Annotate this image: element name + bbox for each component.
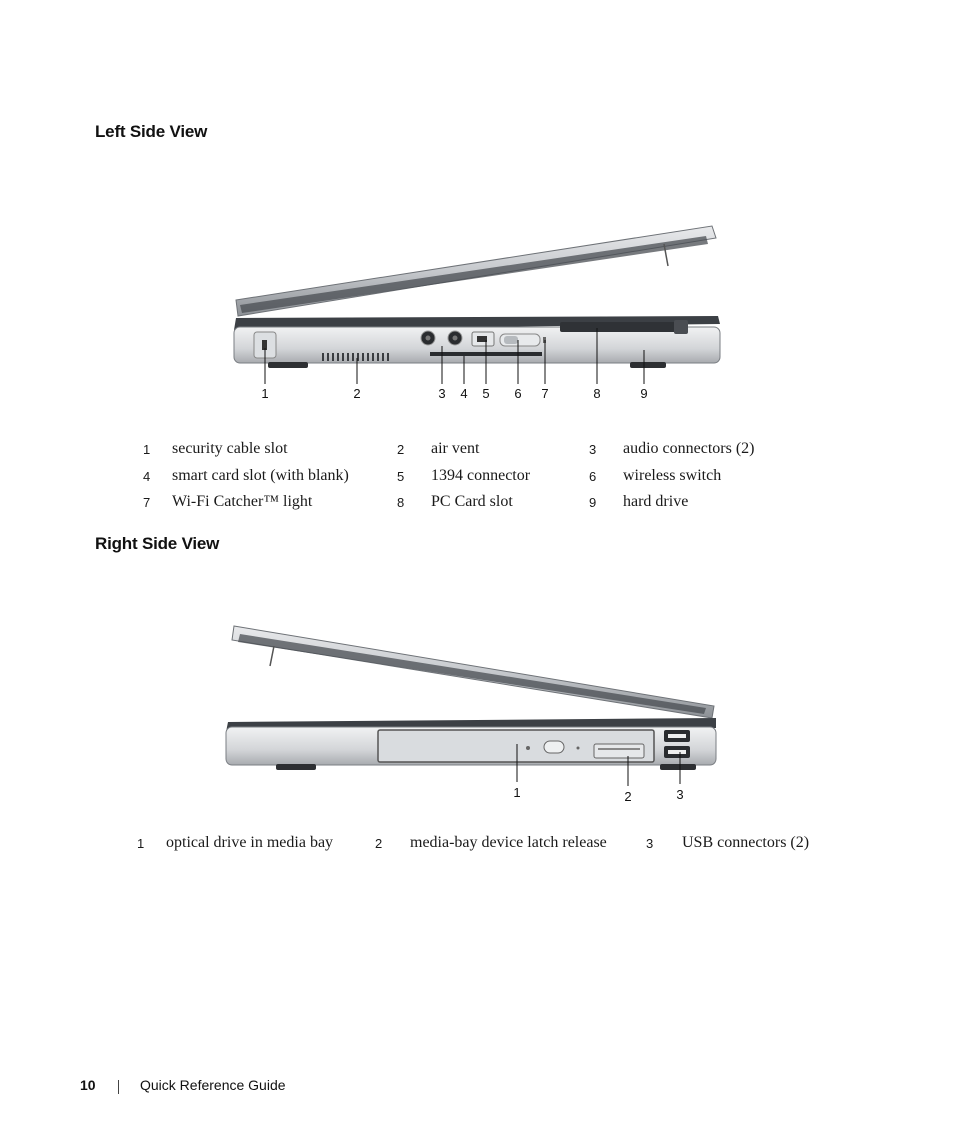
legend-label: USB connectors (2) — [682, 834, 810, 851]
legend-num: 6 — [589, 469, 597, 484]
callout-3: 3 — [676, 787, 684, 802]
left-side-view-heading: Left Side View — [95, 122, 208, 141]
legend-label: Wi-Fi Catcher™ light — [172, 493, 313, 510]
right-side-view-heading: Right Side View — [95, 534, 220, 553]
legend-num: 4 — [143, 469, 151, 484]
callout-7: 7 — [541, 386, 549, 401]
legend-label: 1394 connector — [431, 467, 531, 484]
callout-1: 1 — [513, 785, 521, 800]
legend-num: 2 — [375, 836, 383, 851]
callout-3: 3 — [438, 386, 446, 401]
legend-num: 3 — [646, 836, 654, 851]
legend-label: hard drive — [623, 493, 689, 510]
callout-9: 9 — [640, 386, 648, 401]
legend-label: PC Card slot — [431, 493, 513, 510]
legend-label: media-bay device latch release — [410, 834, 607, 851]
callout-1: 1 — [261, 386, 269, 401]
callout-8: 8 — [593, 386, 601, 401]
legend-label: optical drive in media bay — [166, 834, 334, 851]
legend-num: 2 — [397, 442, 405, 457]
callout-2: 2 — [624, 789, 632, 804]
legend-num: 9 — [589, 495, 597, 510]
legend-num: 8 — [397, 495, 405, 510]
callout-5: 5 — [482, 386, 490, 401]
legend-num: 3 — [589, 442, 597, 457]
footer-separator — [118, 1080, 119, 1094]
legend-num: 1 — [143, 442, 151, 457]
callout-6: 6 — [514, 386, 522, 401]
callout-2: 2 — [353, 386, 361, 401]
callout-4: 4 — [460, 386, 468, 401]
legend-num: 7 — [143, 495, 151, 510]
legend-label: security cable slot — [172, 440, 288, 457]
legend-label: smart card slot (with blank) — [172, 467, 349, 484]
legend-label: audio connectors (2) — [623, 440, 755, 457]
legend-label: wireless switch — [623, 467, 722, 484]
footer-title: Quick Reference Guide — [140, 1077, 286, 1093]
page-number: 10 — [80, 1077, 96, 1093]
legend-num: 5 — [397, 469, 405, 484]
legend-label: air vent — [431, 440, 480, 457]
legend-num: 1 — [137, 836, 145, 851]
